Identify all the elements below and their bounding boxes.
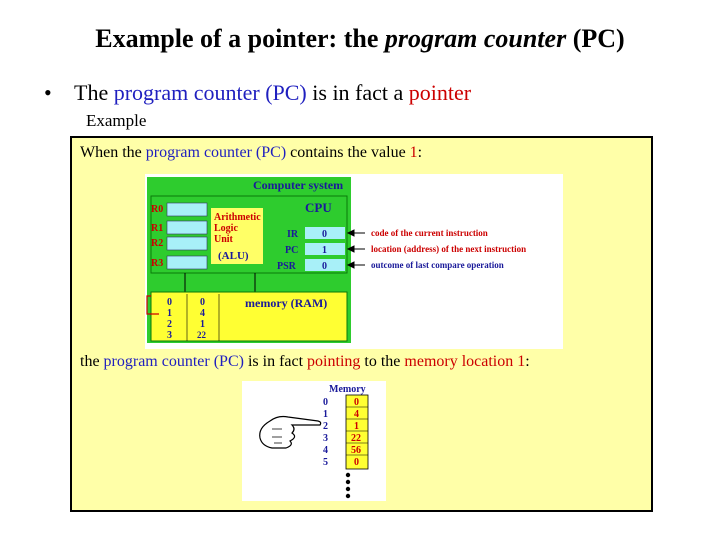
line1-mid: contains the value <box>286 144 410 161</box>
fig-addr-2: 2 <box>323 421 328 432</box>
mem-addr-3: 3 <box>167 330 172 341</box>
vertical-ellipsis-icon <box>346 473 350 498</box>
mem-addr-0: 0 <box>167 297 172 308</box>
pc-note: location (address) of the next instruction <box>371 244 527 254</box>
psr-label: PSR <box>277 261 296 272</box>
register-label-r2: R2 <box>151 238 164 249</box>
mem-val-3: 22 <box>197 330 206 340</box>
mem-val-0: 0 <box>200 297 205 308</box>
bullet-text-red: pointer <box>408 80 472 105</box>
slide-title <box>0 24 720 54</box>
register-r0 <box>167 203 207 216</box>
cpu-label: CPU <box>305 200 332 215</box>
psr-value: 0 <box>322 261 327 272</box>
line1-red: 1 <box>409 144 418 161</box>
register-label-r3: R3 <box>151 258 164 269</box>
line2-red: pointing <box>307 353 361 370</box>
fig-addr-1: 1 <box>323 409 328 420</box>
fig-val-3: 22 <box>351 433 361 444</box>
line2-end: : <box>525 353 530 370</box>
bullet-text-blue: program counter (PC) <box>113 80 307 105</box>
fig-addr-3: 3 <box>323 433 328 444</box>
memory-figure-svg <box>242 381 386 501</box>
memory-label: memory (RAM) <box>245 296 328 310</box>
pc-value: 1 <box>322 245 327 256</box>
computer-system-diagram <box>145 174 563 349</box>
fig-addr-4: 4 <box>323 445 328 456</box>
fig-val-0: 0 <box>354 397 359 408</box>
psr-note: outcome of last compare operation <box>371 260 504 270</box>
register-r1 <box>167 221 207 234</box>
line2-mid2: to the <box>360 353 405 370</box>
ir-label: IR <box>287 229 299 240</box>
example-label: Example <box>86 111 147 130</box>
fig-val-4: 56 <box>351 445 361 456</box>
panel-caption-2 <box>80 353 530 371</box>
mem-addr-2: 2 <box>167 319 172 330</box>
fig-val-2: 1 <box>354 421 359 432</box>
fig-addr-0: 0 <box>323 397 328 408</box>
special-registers <box>277 227 345 272</box>
fig-val-5: 0 <box>354 457 359 468</box>
bullet-text-mid: is in fact a <box>306 80 409 105</box>
panel-caption-1 <box>80 144 422 162</box>
register-r2 <box>167 237 207 250</box>
ir-note: code of the current instruction <box>371 228 488 238</box>
bullet-icon: • <box>44 80 52 105</box>
line2-mid: is in fact <box>243 353 308 370</box>
memory-figure <box>242 381 386 501</box>
ir-value: 0 <box>322 229 327 240</box>
memory-header: Memory <box>329 384 366 395</box>
mem-addr-1: 1 <box>167 308 172 319</box>
line2-red2: memory location 1 <box>404 353 526 370</box>
computer-system-svg <box>145 174 563 349</box>
line2-pre: the <box>80 353 104 370</box>
register-label-r1: R1 <box>151 223 164 234</box>
alu-line-3: Unit <box>214 234 233 245</box>
title-suffix: (PC) <box>566 24 625 53</box>
pointing-hand-icon <box>260 417 321 449</box>
fig-addr-5: 5 <box>323 457 328 468</box>
system-label: Computer system <box>253 178 344 192</box>
mem-val-1: 4 <box>200 308 205 319</box>
alu-line-1: Arithmetic <box>214 212 261 223</box>
title-italic: program counter <box>384 24 567 53</box>
line2-blue: program counter (PC) <box>103 353 244 370</box>
bullet-text-pre: The <box>74 80 114 105</box>
register-r3 <box>167 256 207 269</box>
pc-label: PC <box>285 245 299 256</box>
register-label-r0: R0 <box>151 204 164 215</box>
line1-pre: When the <box>80 144 146 161</box>
fig-val-1: 4 <box>354 409 359 420</box>
line1-end: : <box>417 144 423 161</box>
alu-line-2: Logic <box>214 223 238 234</box>
alu-abbrev: (ALU) <box>218 250 249 262</box>
example-panel <box>70 136 653 512</box>
line1-blue: program counter (PC) <box>145 144 287 161</box>
bullet-point <box>44 80 471 106</box>
title-prefix: Example of a pointer: the <box>95 24 385 53</box>
mem-val-2: 1 <box>200 319 205 330</box>
